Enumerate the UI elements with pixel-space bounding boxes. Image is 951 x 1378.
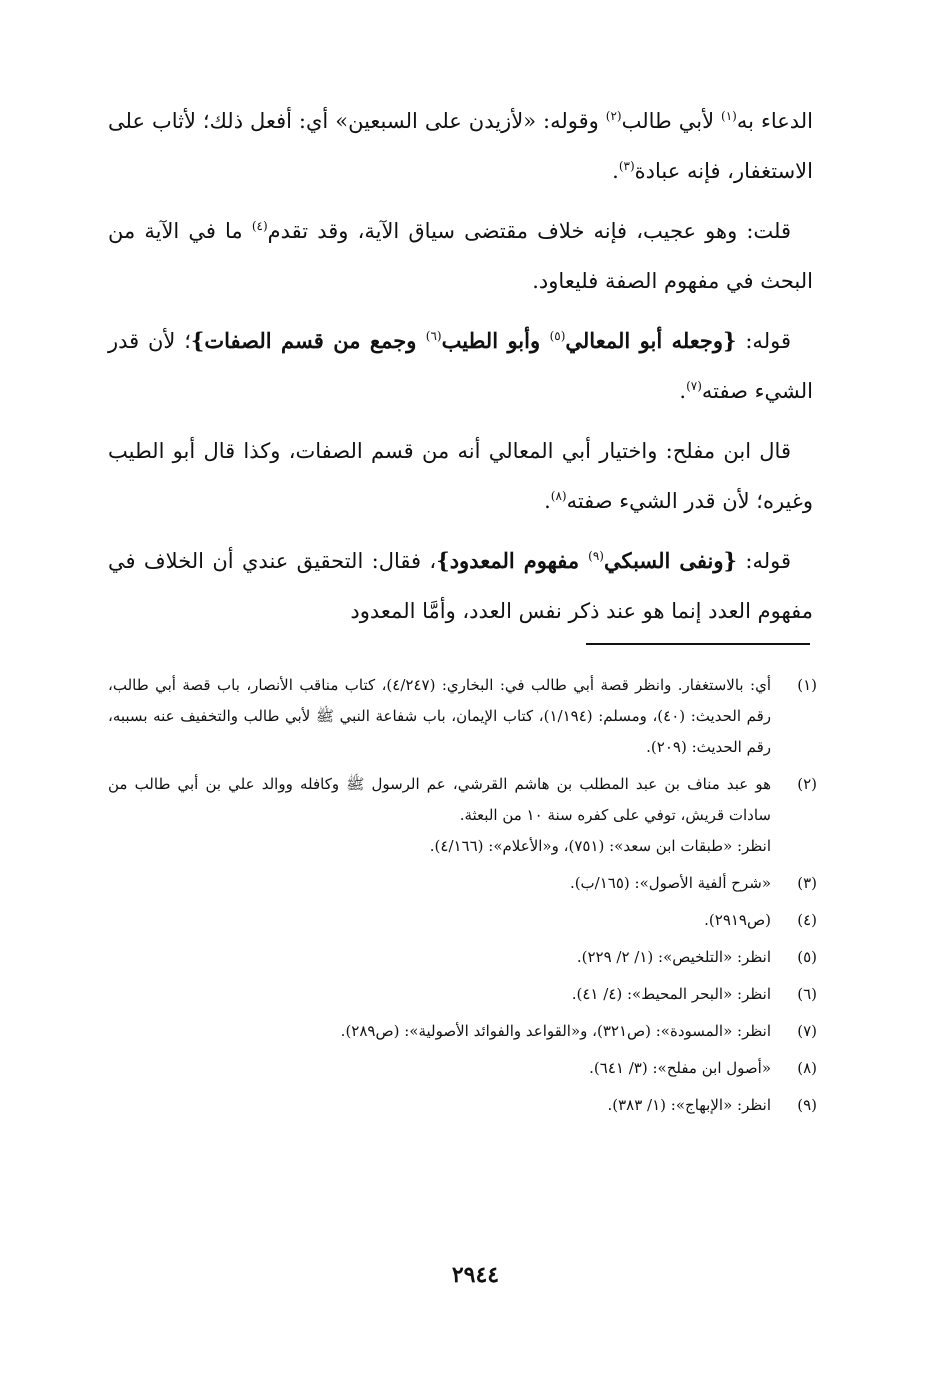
main-paragraph <box>108 316 813 416</box>
commentary-text: ما في الآية من البحث في مفهوم الصفة فليعاود. <box>108 219 813 293</box>
footnote-text <box>108 942 771 973</box>
footnote-separator-rule <box>586 643 810 645</box>
quoted-matn-text: وأبو الطيب <box>441 328 550 353</box>
footnote-reference: (٣) <box>618 159 635 173</box>
footnote-item <box>108 1053 817 1084</box>
footnote-reference: (٦) <box>425 329 442 343</box>
footnote-item <box>108 868 817 899</box>
commentary-text: . <box>679 379 687 403</box>
footnote-line: انظر: «التلخيص»: (١/ ٢/ ٢٢٩). <box>576 948 771 966</box>
footnote-number: (٦) <box>797 985 817 1003</box>
footnote-reference: (٥) <box>549 329 566 343</box>
footnote-reference: (٤) <box>251 219 268 233</box>
footnote-line: انظر: «المسودة»: (ص٣٢١)، و«القواعد والفوائد الأصولية»: (ص٢٨٩). <box>340 1022 771 1040</box>
footnote-item <box>108 942 817 973</box>
commentary-text: قال ابن مفلح: واختيار أبي المعالي أنه من قسم الصفات، وكذا قال أبو الطيب وغيره؛ لأن قدر الشيء صفته <box>108 439 813 513</box>
footnote-number: (٣) <box>797 874 817 892</box>
footnote-number: (٥) <box>797 948 817 966</box>
commentary-text: الدعاء به <box>736 109 814 133</box>
commentary-text: قوله: <box>737 549 791 573</box>
footnote-text <box>108 670 771 763</box>
page-number: ٢٩٤٤ <box>451 1262 500 1288</box>
footnote-number: (١) <box>797 676 817 694</box>
footnote-item <box>108 769 817 862</box>
footnote-reference: (١) <box>721 109 737 123</box>
footnote-line: انظر: «طبقات ابن سعد»: (٧٥١)، و«الأعلام»: (٤/١٦٦). <box>429 837 771 855</box>
footnote-text <box>108 769 771 862</box>
commentary-text: ؛ لأن قدر الشيء صفته <box>108 329 813 403</box>
commentary-text: لأبي طالب <box>621 109 722 133</box>
quoted-matn-text: {وجعله أبو المعالي <box>565 328 737 353</box>
footnote-line: انظر: «الإبهاج»: (١/ ٣٨٣). <box>607 1096 771 1114</box>
quoted-matn-text: مفهوم المعدود} <box>436 548 589 573</box>
footnote-reference: (٢) <box>605 109 622 123</box>
footnote-line: «أصول ابن مفلح»: (٣/ ٦٤١). <box>589 1059 771 1077</box>
footnote-line: أي: بالاستغفار. وانظر قصة أبي طالب في: البخاري: (٤/٢٤٧)، كتاب مناقب الأنصار، باب قصة أبي طالب، رقم الحديث: (٤٠)، ومسلم: (١/١٩٤)، كتاب الإيمان، باب شفاعة النبي ﷺ لأبي طالب والتخفيف عنه بسببه، رقم الحديث: (٢٠٩). <box>108 676 771 756</box>
commentary-text: قلت: وهو عجيب، فإنه خلاف مقتضى سياق الآية، وقد تقدم <box>267 219 792 243</box>
quoted-matn-text: {ونفى السبكي <box>603 548 737 573</box>
footnote-text <box>108 905 771 936</box>
commentary-text: . <box>612 159 619 183</box>
footnote-item <box>108 979 817 1010</box>
footnote-text <box>108 868 771 899</box>
footnote-number: (٤) <box>797 911 817 929</box>
footnote-reference: (٨) <box>550 489 567 503</box>
footnote-item <box>108 1016 817 1047</box>
footnote-item <box>108 1090 817 1121</box>
quoted-matn-text: وجمع من قسم الصفات} <box>190 328 426 353</box>
footnote-text <box>108 1016 771 1047</box>
footnote-text <box>108 1090 771 1121</box>
footnote-reference: (٩) <box>588 549 604 563</box>
footnote-number: (٢) <box>797 775 817 793</box>
commentary-text: . <box>544 489 551 513</box>
main-paragraph <box>108 536 813 636</box>
commentary-text: قوله: <box>736 329 791 353</box>
footnote-number: (٩) <box>797 1096 817 1114</box>
footnote-item <box>108 670 817 763</box>
footnote-text <box>108 1053 771 1084</box>
footnote-reference: (٧) <box>686 379 702 393</box>
footnote-number: (٨) <box>797 1059 817 1077</box>
footnote-line: انظر: «البحر المحيط»: (٤/ ٤١). <box>571 985 771 1003</box>
footnotes-section <box>108 670 817 1127</box>
main-paragraph <box>108 426 813 526</box>
footnote-line: هو عبد مناف بن عبد المطلب بن هاشم القرشي، عم الرسول ﷺ وكافله ووالد علي بن أبي طالب من سادات قريش، توفي على كفره سنة ١٠ من البعثة. <box>108 775 771 824</box>
main-paragraph <box>108 206 813 306</box>
footnote-text <box>108 979 771 1010</box>
footnote-item <box>108 905 817 936</box>
footnote-line: «شرح ألفية الأصول»: (١٦٥/ب). <box>569 874 771 892</box>
commentary-text: ، فقال: التحقيق عندي أن الخلاف في مفهوم العدد إنما هو عند ذكر نفس العدد، وأمَّا المعدود <box>108 549 813 623</box>
commentary-text: وقوله: «لأزيدن على السبعين» أي: أفعل ذلك؛ لأثاب على الاستغفار، فإنه عبادة <box>108 109 813 183</box>
main-paragraph <box>108 96 813 196</box>
footnote-line: (ص٢٩١٩). <box>704 911 771 929</box>
main-text-body <box>108 96 813 646</box>
footnote-number: (٧) <box>797 1022 817 1040</box>
